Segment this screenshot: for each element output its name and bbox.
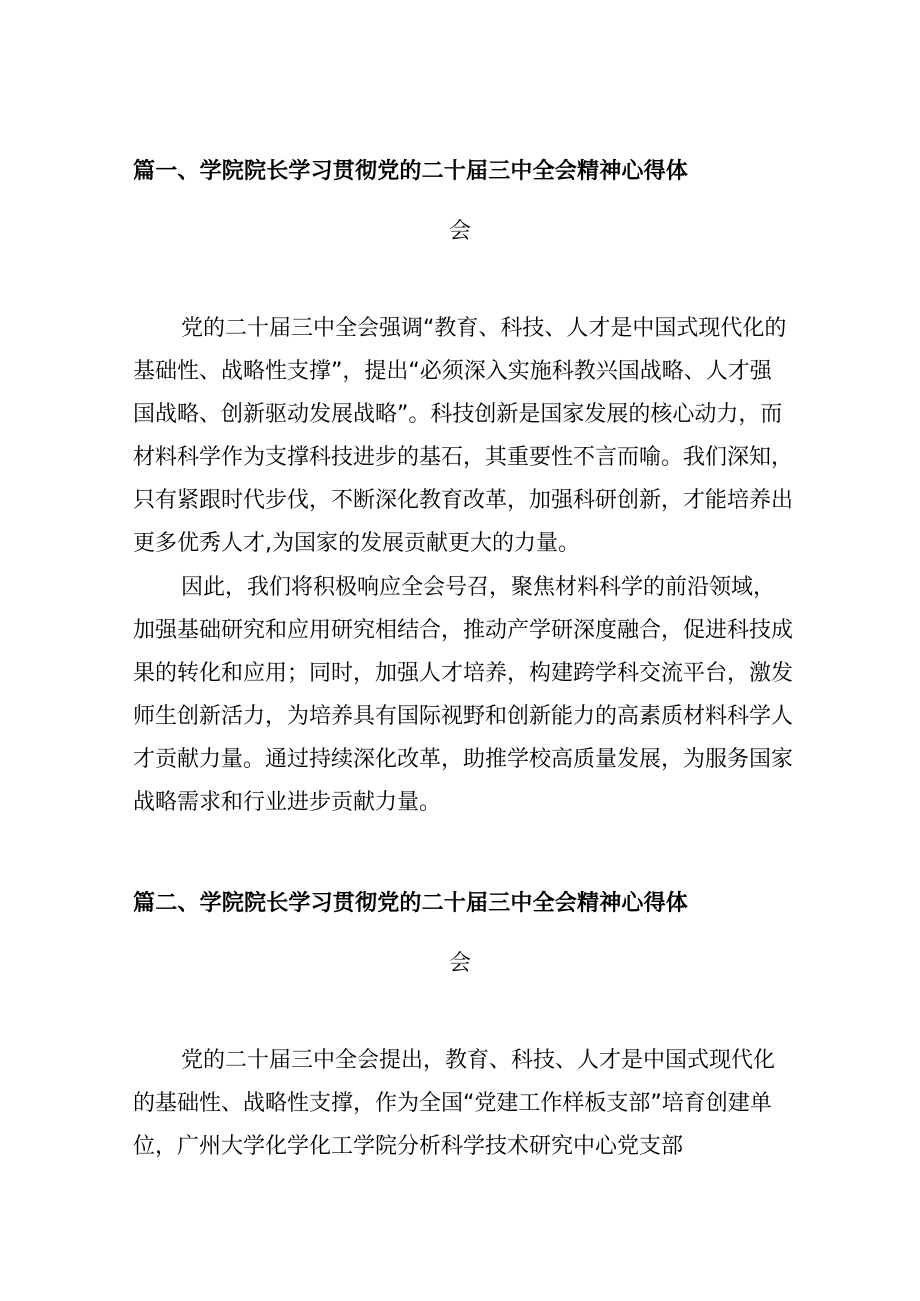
section-2-heading-continuation: 会 <box>448 951 471 976</box>
section-1-heading-continuation: 会 <box>448 219 471 244</box>
section-2-heading: 篇二、学院院长学习贯彻党的二十届三中全会精神心得体 <box>133 891 689 916</box>
section-2-paragraph-1: 党的二十届三中全会提出，教育、科技、人才是中国式现代化的基础性、战略性支撑，作为全国“党建工作样板支部”培育创建单位，广州大学化学化工学院分析科学技术研究中心党支部 <box>133 1048 776 1159</box>
section-1-paragraph-1: 党的二十届三中全会强调“教育、科技、人才是中国式现代化的基础性、战略性支撑”，提出“必须深入实施科教兴国战略、人才强国战略、创新驱动发展战略”。科技创新是国家发展的核心动力，而材料科学作为支撑科技进步的基石，其重要性不言而喻。我们深知，只有紧跟时代步伐，不断深化教育改革，加强科研创新，才能培养出更多优秀人才,为国家的发展贡献更大的力量。 <box>133 316 794 556</box>
section-1-heading: 篇一、学院院长学习贯彻党的二十届三中全会精神心得体 <box>133 159 689 184</box>
section-1-paragraph-2: 因此，我们将积极响应全会号召，聚焦材料科学的前沿领域，加强基础研究和应用研究相结合，推动产学研深度融合，促进科技成果的转化和应用；同时，加强人才培养，构建跨学科交流平台，激发师生创新活力，为培养具有国际视野和创新能力的高素质材料科学人才贡献力量。通过持续深化改革，助推学校高质量发展，为服务国家战略需求和行业进步贡献力量。 <box>133 575 794 815</box>
